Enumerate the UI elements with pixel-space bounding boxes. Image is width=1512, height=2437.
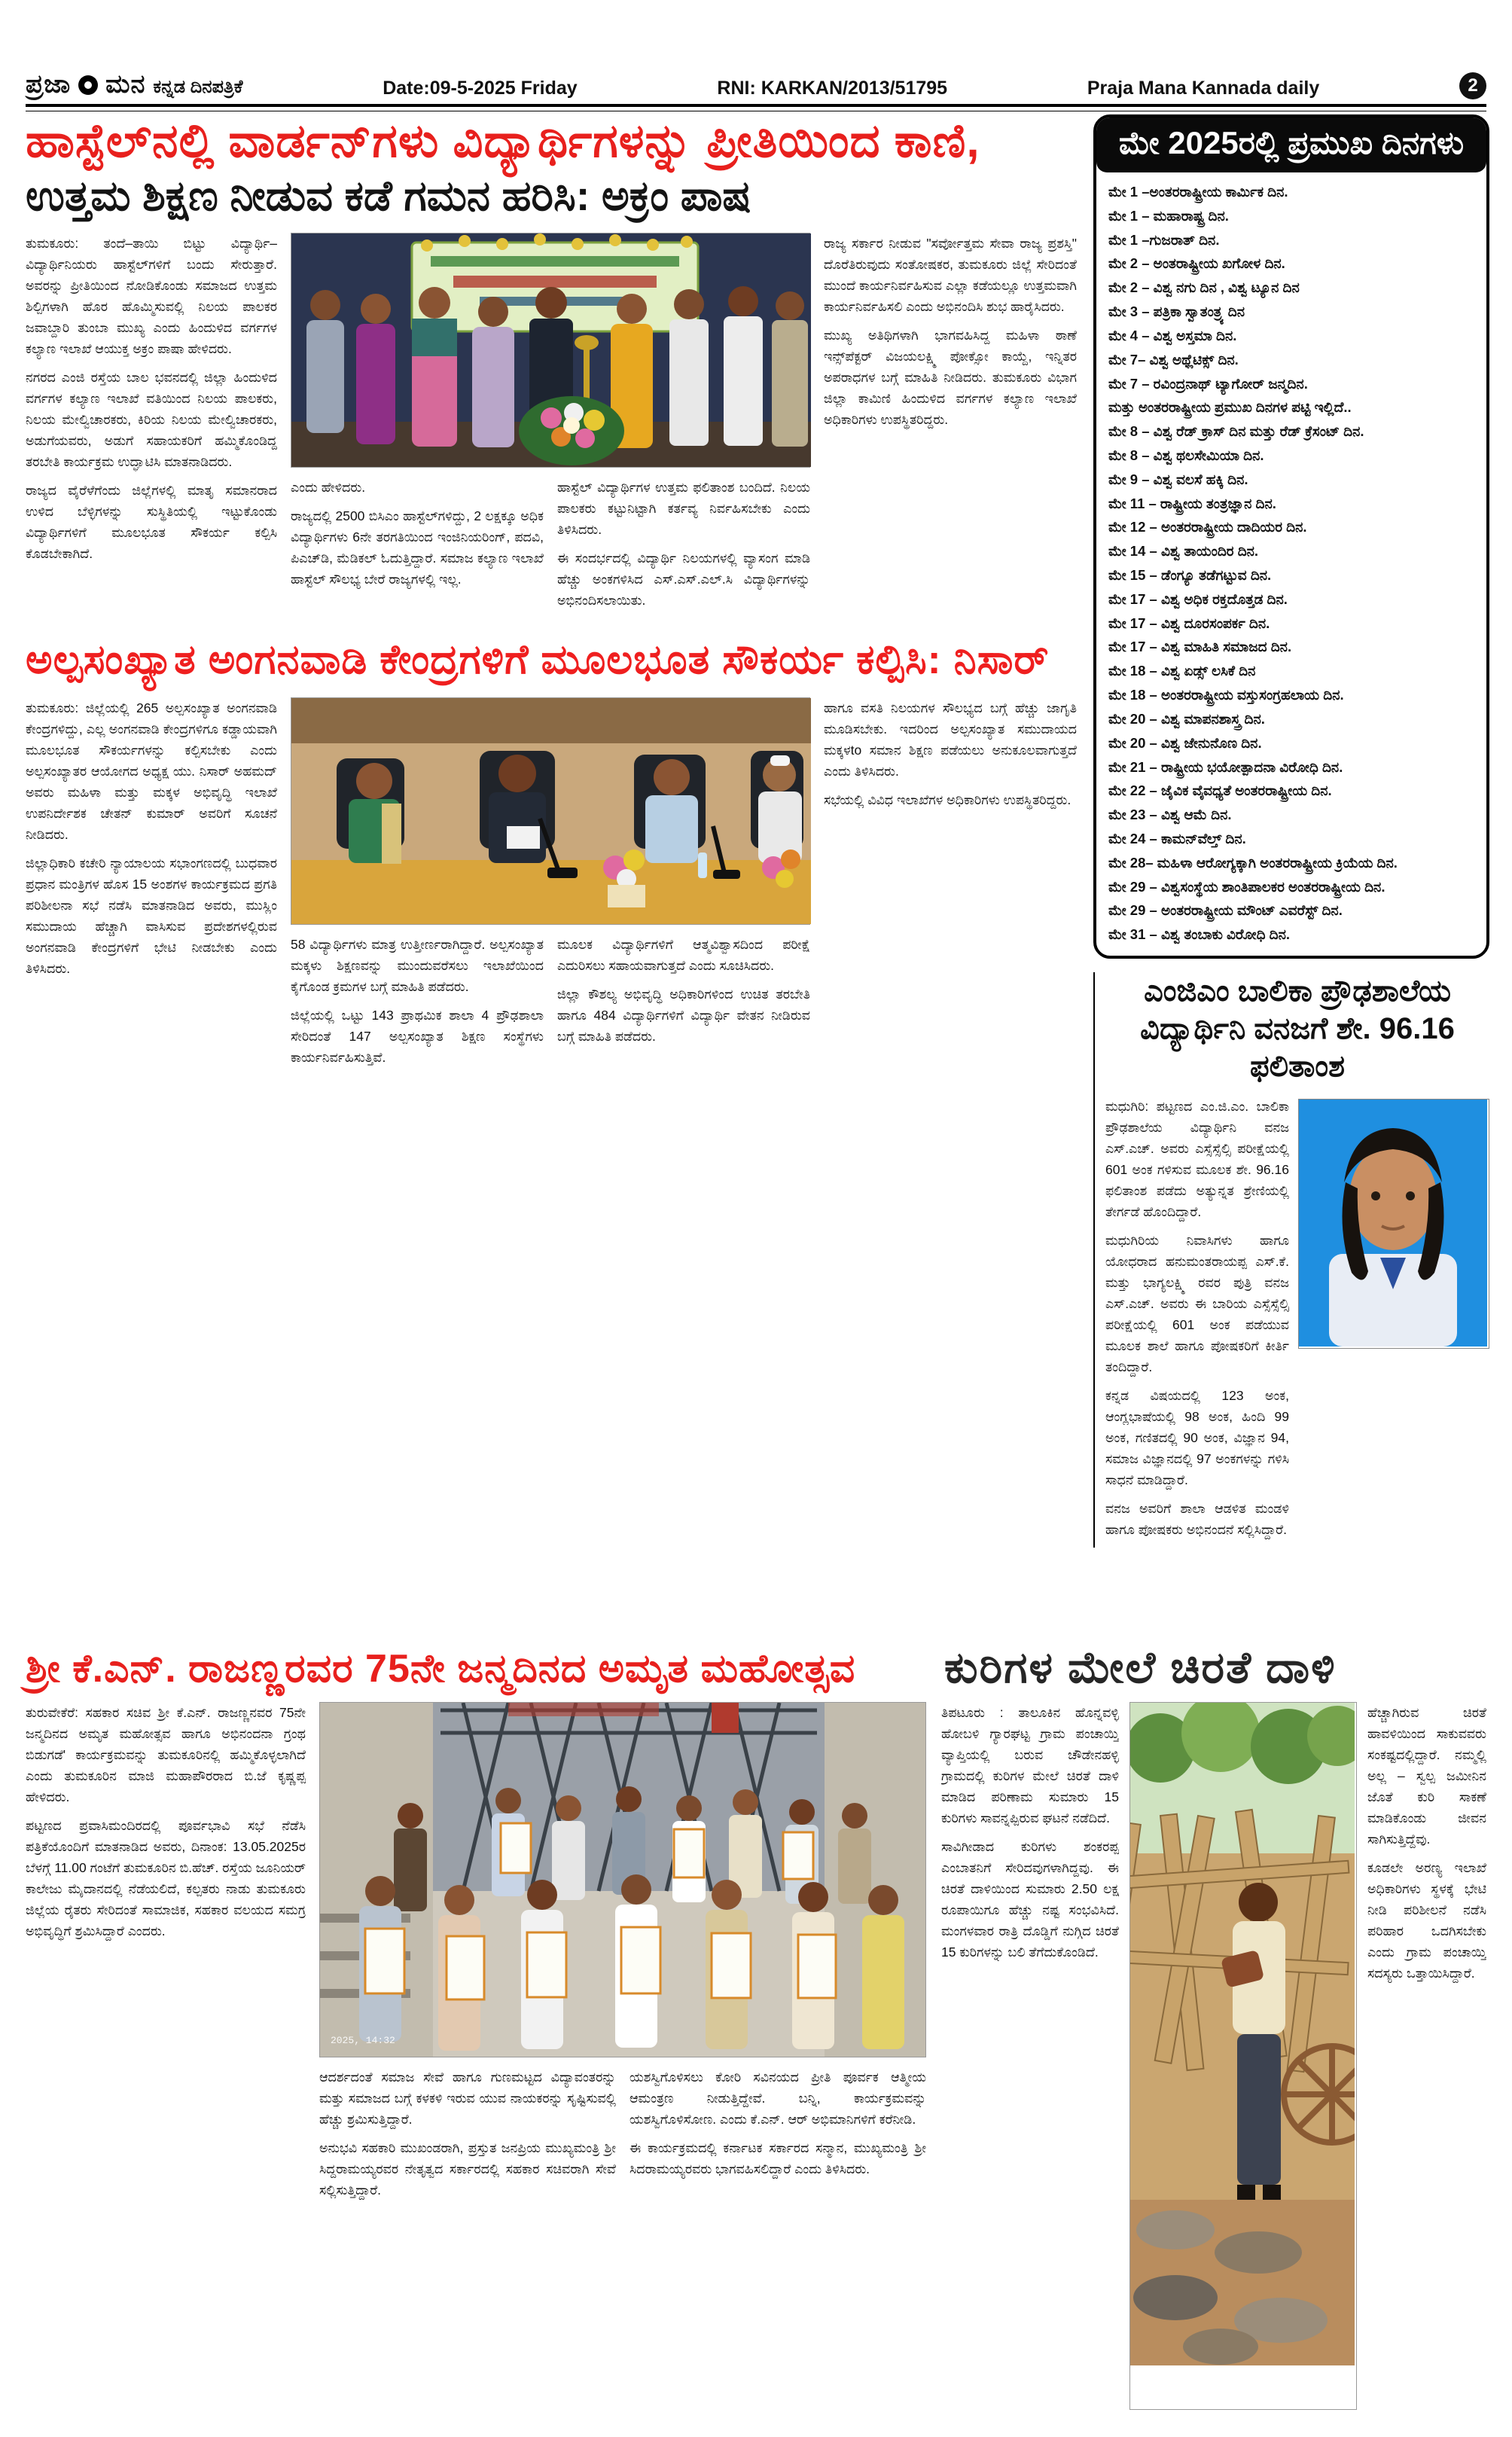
article1-headline-black: ಉತ್ತಮ ಶಿಕ್ಷಣ ನೀಡುವ ಕಡೆ ಗಮನ ಹರಿಸಿ: ಅಕ್ರಂ ಪಾಷ [26, 172, 751, 220]
body-paragraph: ಹೆಚ್ಚಾಗಿರುವ ಚಿರತೆ ಹಾವಳಿಯಿಂದ ಸಾಕುವವರು ಸಂಕಷ್ಟದಲ್ಲಿದ್ದಾರೆ. ನಮ್ಮಲ್ಲಿ ಅಲ್ಲ – ಸ್ವಲ್ಪ ಜಮೀನಿನ ಜೊತೆ ಕುರಿ ಸಾಕಣೆ ಮಾಡಿಕೊಂಡು ಜೀವನ ಸಾಗಿಸುತ್ತಿದ್ದೆವು. [1367, 1705, 1486, 1847]
article3-column-3 [629, 2066, 926, 2208]
important-day-item: ಮೇ 1 – ಮಹಾರಾಷ್ಟ್ರ ದಿನ. [1108, 207, 1229, 224]
important-day-item: ಮೇ 2 – ಅಂತರಾಷ್ಟ್ರೀಯ ಖಗೋಳ ದಿನ. [1108, 255, 1285, 272]
page-number-badge: 2 [1459, 72, 1486, 99]
photo-group-certificates [319, 1702, 926, 2057]
article2-column-3 [557, 934, 810, 1075]
article3-photo-block [319, 1702, 926, 2410]
body-paragraph: ಮಧುಗಿರಿ: ಪಟ್ಟಣದ ಎಂ.ಜಿ.ಎಂ. ಬಾಲಿಕಾ ಪ್ರೌಢಶಾಲೆಯ ವಿದ್ಯಾರ್ಥಿನಿ ವನಜ ಎಸ್.ಎಚ್. ಅವರು ಎಸ್ಸೆಸ್ಸೆಲ್ಸಿ ಪರೀಕ್ಷೆಯಲ್ಲಿ 601 ಅಂಕ ಗಳಿಸುವ ಮೂಲಕ ಶೇ. 96.16 ಫಲಿತಾಂಶ ಪಡೆದು ಅತ್ಯುನ್ನತ ಶ್ರೇಣಿಯಲ್ಲಿ ತೇರ್ಗಡೆ ಹೊಂದಿದ್ದಾರೆ. [1105, 1099, 1289, 1219]
important-day-item: ಮೇ 21 – ರಾಷ್ಟ್ರೀಯ ಭಯೋತ್ಪಾದನಾ ವಿರೋಧಿ ದಿನ. [1108, 758, 1343, 775]
important-day-item: ಮೇ 29 – ಅಂತರರಾಷ್ಟ್ರೀಯ ಮೌಂಟ್ ಎವರೆಸ್ಟ್ ದಿನ. [1108, 902, 1343, 919]
article4-body [941, 1702, 1486, 2410]
important-day-item: ಮೇ 9 – ವಿಶ್ವ ವಲಸೆ ಹಕ್ಕಿ ದಿನ. [1108, 471, 1248, 487]
mgm-headline-line2: ವಿದ್ಯಾರ್ಥಿನಿ ವನಜಗೆ ಶೇ. 96.16 ಫಲಿತಾಂಶ [1140, 1012, 1455, 1083]
body-paragraph: 58 ವಿದ್ಯಾರ್ಥಿಗಳು ಮಾತ್ರ ಉತ್ತೀರ್ಣರಾಗಿದ್ದಾರೆ. ಅಲ್ಪಸಂಖ್ಯಾತ ಮಕ್ಕಳು ಶಿಕ್ಷಣವನ್ನು ಮುಂದುವರೆಸಲು ಇಲಾಖೆಯಿಂದ ಕೈಗೊಂಡ ಕ್ರಮಗಳ ಬಗ್ಗೆ ಮಾಹಿತಿ ಪಡೆದರು. [291, 937, 544, 995]
body-paragraph: ರಾಜ್ಯ ಸರ್ಕಾರ ನೀಡುವ "ಸರ್ವೋತ್ತಮ ಸೇವಾ ರಾಜ್ಯ ಪ್ರಶಸ್ತಿ" ದೊರೆತಿರುವುದು ಸಂತೋಷಕರ, ತುಮಕೂರು ಜಿಲ್ಲೆ ಸೇರಿದಂತೆ ಮುಂದೆ ಕಾರ್ಯನಿರ್ವಹಿಸುವ ಎಲ್ಲಾ ಕಡೆಯಲ್ಲೂ ಉತ್ತಮವಾಗಿ ಕಾರ್ಯನಿರ್ವಹಿಸಲಿ ಎಂದು ಅಭಿನಂದಿಸಿ ಶುಭ ಹಾರೈಸಿದರು. [824, 235, 1077, 314]
logo-tagline: ಕನ್ನಡ ದಿನಪತ್ರಿಕೆ [153, 77, 243, 97]
right-sidebar [1093, 114, 1489, 1548]
bottom-headlines [26, 1643, 1486, 1692]
header-divider [26, 104, 1486, 111]
article2 [26, 638, 1077, 1075]
body-paragraph: ಪಟ್ಟಣದ ಪ್ರವಾಸಿಮಂದಿರದಲ್ಲಿ ಪೂರ್ವಭಾವಿ ಸಭೆ ನೆಡೆಸಿ ಪತ್ರಿಕೆಯೊಂದಿಗೆ ಮಾತನಾಡಿದ ಅವರು, ದಿನಾಂಕ: 13.05.2025ರ ಬೆಳಗ್ಗೆ 11.00 ಗಂಟೆಗೆ ತುಮಕೂರಿನ ಬಿ.ಹೆಚ್. ರಸ್ತೆಯ ಜೂನಿಯರ್ ಕಾಲೇಜು ಮೈದಾನದಲ್ಲಿ ನೆಡೆಯಲಿದೆ, ಕಲ್ಪತರು ನಾಡು ತುಮಕೂರು ಜಿಲ್ಲೆಯ ರೈತರು ಸೇರಿದಂತೆ ಸಾಮಾಜಿಕ, ಸಹಕಾರ ವಲಯದ ಸಮಗ್ರ ಅಭಿವೃದ್ಧಿಗೆ ಶ್ರಮಿಸಿದ್ದಾರೆ ಎಂದರು. [26, 1818, 306, 1938]
article-mgm-result [1093, 972, 1489, 1548]
photo-review-meeting [291, 697, 810, 925]
paper-name: Praja Mana Kannada daily [1087, 78, 1320, 99]
photo-hostel-event [291, 233, 810, 468]
body-paragraph: ಆದರ್ಶದಂತೆ ಸಮಾಜ ಸೇವೆ ಹಾಗೂ ಗುಣಮಟ್ಟದ ವಿದ್ಯಾವಂತರನ್ನು ಮತ್ತು ಸಮಾಜದ ಬಗ್ಗೆ ಕಳಕಳಿ ಇರುವ ಯುವ ನಾಯಕರನ್ನು ಸೃಷ್ಟಿಸುವಲ್ಲಿ ಹೆಚ್ಚು ಶ್ರಮಿಸುತ್ತಿದ್ದಾರೆ. [319, 2069, 616, 2127]
important-day-item: ಮೇ 12 – ಅಂತರರಾಷ್ಟ್ರೀಯ ದಾದಿಯರ ದಿನ. [1108, 519, 1307, 535]
important-day-item: ಮೇ 22 – ಜೈವಿಕ ವೈವಧ್ಯತೆ ಅಂತರರಾಷ್ಟ್ರೀಯ ದಿನ. [1108, 782, 1332, 799]
rni-number: RNI: KARKAN/2013/51795 [717, 78, 948, 99]
important-day-item: ಮೇ 8 – ವಿಶ್ವ ರೆಡ್ ಕ್ರಾಸ್ ದಿನ ಮತ್ತು ರೆಡ್ ಕ್ರೆಸಂಟ್ ದಿನ. [1108, 423, 1364, 440]
body-paragraph: ರಾಜ್ಯದಲ್ಲಿ 2500 ಬಿಸಿಎಂ ಹಾಸ್ಟೆಲ್‌ಗಳಿದ್ದು, 2 ಲಕ್ಷಕ್ಕೂ ಅಧಿಕ ವಿದ್ಯಾರ್ಥಿಗಳು 6ನೇ ತರಗತಿಯಿಂದ ಇಂಜಿನಿಯರಿಂಗ್, ಪದವಿ, ಪಿಎಚ್‌ಡಿ, ಮೆಡಿಕಲ್ ಓದುತ್ತಿದ್ದಾರೆ. ಸಮಾಜ ಕಲ್ಯಾಣ ಇಲಾಖೆ ಹಾಸ್ಟೆಲ್ ಸೌಲಭ್ಯ ಬೇರೆ ರಾಜ್ಯಗಳಲ್ಲಿ ಇಲ್ಲ. [291, 508, 544, 587]
body-paragraph: ಯಶಸ್ವಿಗೊಳಿಸಲು ಕೋರಿ ಸವಿನಯದ ಪ್ರೀತಿ ಪೂರ್ವಕ ಆತ್ಮೀಯ ಆಮಂತ್ರಣ ನೀಡುತ್ತಿದ್ದೇವೆ. ಬನ್ನಿ, ಕಾರ್ಯಕ್ರಮವನ್ನು ಯಶಸ್ವಿಗೊಳಿಸೋಣ. ಎಂದು ಕೆ.ಎನ್. ಆರ್ ಅಭಿಮಾನಿಗಳಿಗೆ ಕರೆನೀಡಿ. [629, 2069, 926, 2127]
body-paragraph: ತಿಪಟೂರು : ತಾಲೂಕಿನ ಹೊನ್ನವಳ್ಳಿ ಹೋಬಳಿ ಗ್ಯಾರಘಟ್ಟ ಗ್ರಾಮ ಪಂಚಾಯ್ತಿ ವ್ಯಾಪ್ತಿಯಲ್ಲಿ ಬರುವ ಚೌಡೇನಹಳ್ಳಿ ಗ್ರಾಮದಲ್ಲಿ ಕುರಿಗಳ ಮೇಲೆ ಚಿರತೆ ದಾಳಿ ಮಾಡಿದ ಪರಿಣಾಮ ಸುಮಾರು 15 ಕುರಿಗಳು ಸಾವನ್ನಪ್ಪಿರುವ ಘಟನೆ ನಡೆದಿದೆ. [941, 1705, 1119, 1825]
article1-column-4 [824, 233, 1077, 618]
body-paragraph: ಸಭೆಯಲ್ಲಿ ವಿವಿಧ ಇಲಾಖೆಗಳ ಅಧಿಕಾರಿಗಳು ಉಪಸ್ಥಿತರಿದ್ದರು. [824, 792, 1072, 808]
important-day-item: ಮೇ 7 – ರವಿಂದ್ರನಾಥ್ ಟ್ಯಾಗೋರ್ ಜನ್ಮದಿನ. [1108, 375, 1308, 392]
article2-column-2 [291, 934, 544, 1075]
important-day-item: ಮೇ 2 – ವಿಶ್ವ ನಗು ದಿನ , ವಿಶ್ವ ಟ್ಯೂನ ದಿನ [1108, 279, 1300, 296]
body-paragraph: ನಗರದ ಎಂಜಿ ರಸ್ತೆಯ ಬಾಲ ಭವನದಲ್ಲಿ ಜಿಲ್ಲಾ ಹಿಂದುಳಿದ ವರ್ಗಗಳ ಕಲ್ಯಾಣ ಇಲಾಖೆ ವತಿಯಿಂದ ನಿಲಯ ಪಾಲಕರು, ನಿಲಯ ಮೇಲ್ವಿಚಾರಕರು, ಕಿರಿಯ ನಿಲಯ ಮೇಲ್ವಿಚಾರಕರು, ಅಡುಗೆಯವರು, ಅಡುಗೆ ಸಹಾಯಕರಿಗೆ ಹಮ್ಮಿಕೊಂಡಿದ್ದ ತರಬೇತಿ ಕಾರ್ಯಕ್ರಮ ಉದ್ಘಾಟಿಸಿ ಮಾತನಾಡಿದರು. [26, 369, 277, 469]
article2-photo-block [291, 697, 810, 1075]
body-paragraph: ಜಿಲ್ಲಾಧಿಕಾರಿ ಕಚೇರಿ ನ್ಯಾಯಾಲಯ ಸಭಾಂಗಣದಲ್ಲಿ ಬುಧವಾರ ಪ್ರಧಾನ ಮಂತ್ರಿಗಳ ಹೊಸ 15 ಅಂಶಗಳ ಕಾರ್ಯಕ್ರಮದ ಪ್ರಗತಿ ಪರಿಶೀಲನಾ ಸಭೆ ನಡೆಸಿ ಮಾತನಾಡಿದ ಅವರು, ಮುಸ್ಲಿಂ ಸಮುದಾಯ ಹೆಚ್ಚಾಗಿ ವಾಸಿಸುವ ಪ್ರದೇಶಗಳಲ್ಲಿರುವ ಅಂಗನವಾಡಿ ಕೇಂದ್ರಗಳಿಗೆ ಭೇಟಿ ನೀಡಬೇಕು ಎಂದು ತಿಳಿಸಿದರು. [26, 856, 277, 977]
article1-body [26, 233, 1077, 618]
body-paragraph: ಅನುಭವಿ ಸಹಕಾರಿ ಮುಖಂಡರಾಗಿ, ಪ್ರಸ್ತುತ ಜನಪ್ರಿಯ ಮುಖ್ಯಮಂತ್ರಿ ಶ್ರೀ ಸಿದ್ದರಾಮಯ್ಯರವರ ನೇತೃತ್ವದ ಸರ್ಕಾರದಲ್ಲಿ ಸಹಕಾರ ಸಚಿವರಾಗಿ ಸೇವೆ ಸಲ್ಲಿಸುತ್ತಿದ್ದಾರೆ. [319, 2140, 616, 2198]
svg-text:2025, 14:32: 2025, 14:32 [331, 2035, 395, 2046]
important-day-item: ಮೇ 20 – ವಿಶ್ವ ಜೇನುನೊಣ ದಿನ. [1108, 734, 1262, 751]
important-day-item: ಮತ್ತು ಅಂತರರಾಷ್ಟ್ರೀಯ ಪ್ರಮುಖ ದಿನಗಳ ಪಟ್ಟಿ ಇಲ್ಲಿದೆ.. [1108, 399, 1352, 416]
body-paragraph: ಮಧುಗಿರಿಯ ನಿವಾಸಿಗಳು ಹಾಗೂ ಯೋಧರಾದ ಹನುಮಂತರಾಯಪ್ಪ ಎಸ್.ಕೆ. ಮತ್ತು ಭಾಗ್ಯಲಕ್ಷ್ಮಿ ರವರ ಪುತ್ರಿ ವನಜ ಎಸ್.ಎಚ್. ಅವರು ಈ ಬಾರಿಯ ಎಸ್ಸೆಸ್ಸೆಲ್ಸಿ ಪರೀಕ್ಷೆಯಲ್ಲಿ 601 ಅಂಕ ಪಡೆಯುವ ಮೂಲಕ ಶಾಲೆ ಹಾಗೂ ಪೋಷಕರಿಗೆ ಕೀರ್ತಿ ತಂದಿದ್ದಾರೆ. [1105, 1233, 1289, 1374]
article1-column-2 [291, 477, 544, 618]
article4-headline: ಕುರಿಗಳ ಮೇಲೆ ಚಿರತೆ ದಾಳಿ [944, 1643, 1337, 1692]
bottom-section [26, 1643, 1486, 2410]
article2-column-4 [824, 697, 1077, 1075]
important-days-title: ಮೇ 2025ರಲ್ಲಿ ಪ್ರಮುಖ ದಿನಗಳು [1096, 117, 1486, 172]
mgm-headline [1105, 972, 1489, 1085]
page-header [26, 59, 1486, 99]
logo-text-main: ಪ್ರಜಾ [26, 70, 72, 99]
article1-column-1 [26, 233, 277, 618]
article2-subcolumns [291, 934, 810, 1075]
body-paragraph: ಹಾಸ್ಟೆಲ್ ವಿದ್ಯಾರ್ಥಿಗಳ ಉತ್ತಮ ಫಲಿತಾಂಶ ಬಂದಿದೆ. ನಿಲಯ ಪಾಲಕರು ಕಟ್ಟುನಿಟ್ಟಾಗಿ ಕರ್ತವ್ಯ ನಿರ್ವಹಿಸಬೇಕು ಎಂದು ತಿಳಿಸಿದರು. [557, 479, 810, 537]
body-paragraph: ಈ ಕಾರ್ಯಕ್ರಮದಲ್ಲಿ ಕರ್ನಾಟಕ ಸರ್ಕಾರದ ಸನ್ಮಾನ, ಮುಖ್ಯಮಂತ್ರಿ ಶ್ರೀ ಸಿದರಾಮಯ್ಯರವರು ಭಾಗವಹಿಸಲಿದ್ದಾರೆ ಎಂದು ತಿಳಿಸಿದರು. [629, 2140, 926, 2176]
important-day-item: ಮೇ 1 –ಅಂತರರಾಷ್ಟ್ರೀಯ ಕಾರ್ಮಿಕ ದಿನ. [1108, 184, 1288, 200]
body-paragraph: ಮೂಲಕ ವಿದ್ಯಾರ್ಥಿಗಳಿಗೆ ಆತ್ಮವಿಶ್ವಾಸದಿಂದ ಪರೀಕ್ಷೆ ಎದುರಿಸಲು ಸಹಾಯವಾಗುತ್ತದೆ ಎಂದು ಸೂಚಿಸಿದರು. [557, 937, 810, 974]
important-day-item: ಮೇ 24 – ಕಾಮನ್‌ವೆಲ್ತ್ ದಿನ. [1108, 830, 1246, 846]
photo-student-portrait [1298, 1099, 1489, 1349]
article3-subcolumns [319, 2066, 926, 2208]
article1-subcolumns [291, 477, 810, 618]
mgm-body [1105, 1096, 1489, 1548]
newspaper-logo [26, 70, 242, 99]
article2-headline: ಅಲ್ಪಸಂಖ್ಯಾತ ಅಂಗನವಾಡಿ ಕೇಂದ್ರಗಳಿಗೆ ಮೂಲಭೂತ ಸೌಕರ್ಯ ಕಲ್ಪಿಸಿ: ನಿಸಾರ್ [26, 636, 1050, 682]
body-paragraph: ರಾಜ್ಯದ ವೈರೆಳೆಗೆಂದು ಜಿಲ್ಲೆಗಳಲ್ಲಿ ಮಾತೃ ಸಮಾನರಾದ ಉಳಿದ ಬೆಳ್ಳಿಗಳನ್ನು ಸುಸ್ಥಿತಿಯಲ್ಲಿ ಇಟ್ಟುಕೊಂಡು ವಿದ್ಯಾರ್ಥಿಗಳಿಗೆ ಮೂಲಭೂತ ಸೌಕರ್ಯ ಕಲ್ಪಿಸಿ ಕೊಡಬೇಕಾಗಿದೆ. [26, 482, 277, 561]
article2-column-1 [26, 697, 277, 1075]
important-day-item: ಮೇ 17 – ವಿಶ್ವ ದೂರಸಂಪರ್ಕ ದಿನ. [1108, 615, 1270, 631]
important-day-item: ಮೇ 31 – ವಿಶ್ವ ತಂಬಾಕು ವಿರೋಧಿ ದಿನ. [1108, 926, 1291, 943]
main-column-area [26, 114, 1077, 1075]
important-day-item: ಮೇ 7– ವಿಶ್ವ ಅಥ್ಲೆಟಿಕ್ಸ್ ದಿನ. [1108, 351, 1239, 368]
important-day-item: ಮೇ 14 – ವಿಶ್ವ ತಾಯಂದಿರ ದಿನ. [1108, 543, 1259, 560]
important-day-item: ಮೇ 4 – ವಿಶ್ವ ಅಸ್ತಮಾ ದಿನ. [1108, 327, 1237, 343]
important-day-item: ಮೇ 1 –ಗುಜರಾತ್ ದಿನ. [1108, 231, 1220, 248]
body-paragraph: ಜಿಲ್ಲೆಯಲ್ಲಿ ಒಟ್ಟು 143 ಪ್ರಾಥಮಿಕ ಶಾಲಾ 4 ಪ್ರೌಢಶಾಲಾ ಸೇರಿದಂತೆ 147 ಅಲ್ಪಸಂಖ್ಯಾತ ಶಿಕ್ಷಣ ಸಂಸ್ಥೆಗಳು ಕಾರ್ಯನಿರ್ವಹಿಸುತ್ತಿವೆ. [291, 1008, 544, 1066]
article4-column-2 [1367, 1702, 1486, 2410]
important-day-item: ಮೇ 23 – ವಿಶ್ವ ಆಮೆ ದಿನ. [1108, 807, 1232, 823]
body-paragraph: ಎಂದು ಹೇಳಿದರು. [291, 479, 366, 495]
photo-leopard-attack-scene [1129, 1702, 1357, 2410]
important-day-item: ಮೇ 11 – ರಾಷ್ಟ್ರೀಯ ತಂತ್ರಜ್ಞಾನ ದಿನ. [1108, 495, 1276, 511]
body-paragraph: ಜಿಲ್ಲಾ ಕೌಶಲ್ಯ ಅಭಿವೃದ್ಧಿ ಅಧಿಕಾರಿಗಳಿಂದ ಉಚಿತ ತರಬೇತಿ ಹಾಗೂ 484 ವಿದ್ಯಾರ್ಥಿಗಳಿಗೆ ವಿದ್ಯಾರ್ಥಿ ವೇತನ ನೀಡಿರುವ ಬಗ್ಗೆ ಮಾಹಿತಿ ಪಡೆದರು. [557, 987, 810, 1045]
body-paragraph: ತುಮಕೂರು: ತಂದೆ–ತಾಯಿ ಬಿಟ್ಟು ವಿದ್ಯಾರ್ಥಿ–ವಿದ್ಯಾರ್ಥಿನಿಯರು ಹಾಸ್ಟೆಲ್‌ಗಳಿಗೆ ಬಂದು ಸೇರುತ್ತಾರೆ. ಅವರನ್ನು ಪ್ರೀತಿಯಿಂದ ನೋಡಿಕೊಂಡು ಸಮಾಜದ ಉತ್ತಮ ಶಿಲ್ಪಿಗಳಾಗಿ ಹೊರ ಹೊಮ್ಮಿಸುವಲ್ಲಿ ನಿಲಯ ಪಾಲಕರ ಜವಾಬ್ದಾರಿ ತುಂಬಾ ಮುಖ್ಯ ಎಂದು ಹಿಂದುಳಿದ ವರ್ಗಗಳ ಕಲ್ಯಾಣ ಇಲಾಖೆ ಆಯುಕ್ತ ಅಕ್ರಂ ಪಾಷಾ ಹೇಳಿದರು. [26, 235, 277, 356]
article3-headline: ಶ್ರೀ ಕೆ.ಎನ್. ರಾಜಣ್ಣರವರ 75ನೇ ಜನ್ಮದಿನದ ಅಮೃತ ಮಹೋತ್ಸವ [26, 1647, 856, 1691]
logo-text-second: ಮನ [105, 70, 146, 99]
body-paragraph: ಕೂಡಲೇ ಅರಣ್ಯ ಇಲಾಖೆ ಅಧಿಕಾರಿಗಳು ಸ್ಥಳಕ್ಕೆ ಭೇಟಿ ನೀಡಿ ಪರಿಶೀಲನೆ ನಡೆಸಿ ಪರಿಹಾರ ಒದಗಿಸಬೇಕು ಎಂದು ಗ್ರಾಮ ಪಂಚಾಯ್ತಿ ಸದಸ್ಯರು ಒತ್ತಾಯಿಸಿದ್ದಾರೆ. [1367, 1860, 1486, 1981]
body-paragraph: ತುರುವೇಕೆರೆ: ಸಹಕಾರ ಸಚಿವ ಶ್ರೀ ಕೆ.ಎನ್. ರಾಜಣ್ಣನವರ 75ನೇ ಜನ್ಮದಿನದ ಅಮೃತ ಮಹೋತ್ಸವ ಹಾಗೂ ಅಭಿನಂದನಾ ಗ್ರಂಥ ಬಿಡುಗಡೆ' ಕಾರ್ಯಕ್ರಮವನ್ನು ತುಮಕೂರಿನಲ್ಲಿ ಹಮ್ಮಿಕೊಳ್ಳಲಾಗಿದೆ ಎಂದು ತುಮಕೂರಿನ ಮಾಜಿ ಮಹಾಪೌರರಾದ ಬಿ.ಜೆ ಕೃಷ್ಣಪ್ಪ ಹೇಳಿದರು. [26, 1705, 306, 1804]
body-paragraph: ಹಾಗೂ ವಸತಿ ನಿಲಯಗಳ ಸೌಲಭ್ಯದ ಬಗ್ಗೆ ಹೆಚ್ಚು ಜಾಗೃತಿ ಮೂಡಿಸಬೇಕು. ಇದರಿಂದ ಅಲ್ಪಸಂಖ್ಯಾತ ಸಮುದಾಯದ ಮಕ್ಕಳto ಸಮಾನ ಶಿಕ್ಷಣ ಪಡೆಯಲು ಅನುಕೂಲವಾಗುತ್ತದೆ ಎಂದು ತಿಳಿಸಿದರು. [824, 700, 1077, 779]
article3-column-1 [26, 1702, 306, 2410]
article1-photo-block [291, 233, 810, 618]
article4-column-1 [941, 1702, 1119, 2410]
important-day-item: ಮೇ 29 – ವಿಶ್ವಸಂಸ್ಥೆಯ ಶಾಂತಿಪಾಲಕರ ಅಂತರರಾಷ್ಟ್ರೀಯ ದಿನ. [1108, 878, 1385, 895]
article1-column-3 [557, 477, 810, 618]
important-days-box [1093, 114, 1489, 959]
important-days-list [1108, 180, 1476, 947]
logo-emblem-icon [78, 75, 98, 95]
important-day-item: ಮೇ 8 – ವಿಶ್ವ ಥಲಸೇಮಿಯಾ ದಿನ. [1108, 447, 1264, 463]
important-day-item: ಮೇ 18 – ಅಂತರರಾಷ್ಟ್ರೀಯ ವಸ್ತುಸಂಗ್ರಹಲಾಯ ದಿನ. [1108, 687, 1344, 703]
body-paragraph: ಈ ಸಂದರ್ಭದಲ್ಲಿ ವಿದ್ಯಾರ್ಥಿ ನಿಲಯಗಳಲ್ಲಿ ವ್ಯಾಸಂಗ ಮಾಡಿ ಹೆಚ್ಚು ಅಂಕಗಳಿಸಿದ ಎಸ್.ಎಸ್.ಎಲ್.ಸಿ ವಿದ್ಯಾರ್ಥಿಗಳನ್ನು ಅಭಿನಂದಿಸಲಾಯಿತು. [557, 550, 810, 608]
mgm-paragraphs [1105, 1096, 1289, 1548]
important-day-item: ಮೇ 17 – ವಿಶ್ವ ಅಧಿಕ ರಕ್ತದೊತ್ತಡ ದಿನ. [1108, 590, 1288, 607]
important-day-item: ಮೇ 28– ಮಹಿಳಾ ಆರೋಗ್ಯಕ್ಕಾಗಿ ಅಂತರರಾಷ್ಟ್ರೀಯ ಕ್ರಿಯೆಯ ದಿನ. [1108, 854, 1398, 871]
body-paragraph: ವನಜ ಅವರಿಗೆ ಶಾಲಾ ಆಡಳಿತ ಮಂಡಳಿ ಹಾಗೂ ಪೋಷಕರು ಅಭಿನಂದನೆ ಸಲ್ಲಿಸಿದ್ದಾರೆ. [1105, 1501, 1289, 1537]
mgm-headline-line1: ಎಂಜಿಎಂ ಬಾಲಿಕಾ ಪ್ರೌಢಶಾಲೆಯ [1144, 974, 1451, 1008]
bottom-body [26, 1702, 1486, 2410]
important-day-item: ಮೇ 18 – ವಿಶ್ವ ಏಡ್ಸ್ ಲಸಿಕೆ ದಿನ [1108, 663, 1256, 679]
body-paragraph: ಕನ್ನಡ ವಿಷಯದಲ್ಲಿ 123 ಅಂಕ, ಆಂಗ್ಲಭಾಷೆಯಲ್ಲಿ 98 ಅಂಕ, ಹಿಂದಿ 99 ಅಂಕ, ಗಣಿತದಲ್ಲಿ 90 ಅಂಕ, ವಿಜ್ಞಾನ 94, ಸಮಾಜ ವಿಜ್ಞಾನದಲ್ಲಿ 97 ಅಂಕಗಳನ್ನು ಗಳಿಸಿ ಸಾಧನೆ ಮಾಡಿದ್ದಾರೆ. [1105, 1388, 1289, 1487]
article2-body [26, 697, 1077, 1075]
article1-headline-red: ಹಾಸ್ಟೆಲ್‌ನಲ್ಲಿ ವಾರ್ಡನ್‌ಗಳು ವಿದ್ಯಾರ್ಥಿಗಳನ್ನು ಪ್ರೀತಿಯಿಂದ ಕಾಣಿ, [26, 115, 980, 167]
important-day-item: ಮೇ 20 – ವಿಶ್ವ ಮಾಪನಶಾಸ್ತ್ರ ದಿನ. [1108, 710, 1265, 727]
important-day-item: ಮೇ 3 – ಪತ್ರಿಕಾ ಸ್ವಾತಂತ್ರ್ಯ ದಿನ [1108, 303, 1245, 320]
important-day-item: ಮೇ 15 – ಡೆಂಗ್ಯೂ ತಡೆಗಟ್ಟುವ ದಿನ. [1108, 567, 1272, 583]
body-paragraph: ಸಾವಿಗೀಡಾದ ಕುರಿಗಳು ಶಂಕರಪ್ಪ ಎಂಬಾತನಿಗೆ ಸೇರಿದವುಗಳಾಗಿದ್ದವು. ಈ ಚಿರತೆ ದಾಳಿಯಿಂದ ಸುಮಾರು 2.50 ಲಕ್ಷ ರೂಪಾಯಿಗೂ ಹೆಚ್ಚು ನಷ್ಟ ಸಂಭವಿಸಿದೆ. ಮಂಗಳವಾರ ರಾತ್ರಿ ದೊಡ್ಡಿಗೆ ನುಗ್ಗಿದ ಚಿರತೆ 15 ಕುರಿಗಳನ್ನು ಬಲಿ ತೆಗೆದುಕೊಂಡಿದೆ. [941, 1839, 1119, 1960]
important-day-item: ಮೇ 17 – ವಿಶ್ವ ಮಾಹಿತಿ ಸಮಾಜದ ದಿನ. [1108, 639, 1292, 655]
body-paragraph: ಮುಖ್ಯ ಅತಿಥಿಗಳಾಗಿ ಭಾಗವಹಿಸಿದ್ದ ಮಹಿಳಾ ಠಾಣೆ ಇನ್ಸ್‌ಪೆಕ್ಟರ್ ವಿಜಯಲಕ್ಷ್ಮಿ ಪೋಕ್ಸೋ ಕಾಯ್ದೆ, ಇನ್ನಿತರ ಅಪರಾಧಗಳ ಬಗ್ಗೆ ಮಾಹಿತಿ ನೀಡಿದರು. ತುಮಕೂರು ವಿಭಾಗ ಜಿಲ್ಲಾ ಕಾಮಿಣಿ ಹಿಂದುಳಿದ ವರ್ಗಗಳ ಕಲ್ಯಾಣ ಇಲಾಖೆ ಅಧಿಕಾರಿಗಳು ಉಪಸ್ಥಿತರಿದ್ದರು. [824, 327, 1077, 427]
article3-column-2 [319, 2066, 616, 2208]
issue-date: Date:09-5-2025 Friday [383, 78, 578, 99]
body-paragraph: ತುಮಕೂರು: ಜಿಲ್ಲೆಯಲ್ಲಿ 265 ಅಲ್ಪಸಂಖ್ಯಾತ ಅಂಗನವಾಡಿ ಕೇಂದ್ರಗಳಿದ್ದು, ಎಲ್ಲ ಅಂಗನವಾಡಿ ಕೇಂದ್ರಗಳಿಗೂ ಕಡ್ಡಾಯವಾಗಿ ಮೂಲಭೂತ ಸೌಕರ್ಯಗಳನ್ನು ಕಲ್ಪಿಸಬೇಕು ಎಂದು ಅಲ್ಪಸಂಖ್ಯಾತರ ಆಯೋಗದ ಅಧ್ಯಕ್ಷ ಯು. ನಿಸಾರ್ ಅಹಮದ್ ಅವರು ಮಹಿಳಾ ಮತ್ತು ಮಕ್ಕಳ ಅಭಿವೃದ್ಧಿ ಇಲಾಖೆ ಉಪನಿರ್ದೇಶಕ ಚೇತನ್ ಕುಮಾರ್ ಅವರಿಗೆ ಸೂಚನೆ ನೀಡಿದರು. [26, 700, 277, 843]
article3-body [26, 1702, 926, 2410]
